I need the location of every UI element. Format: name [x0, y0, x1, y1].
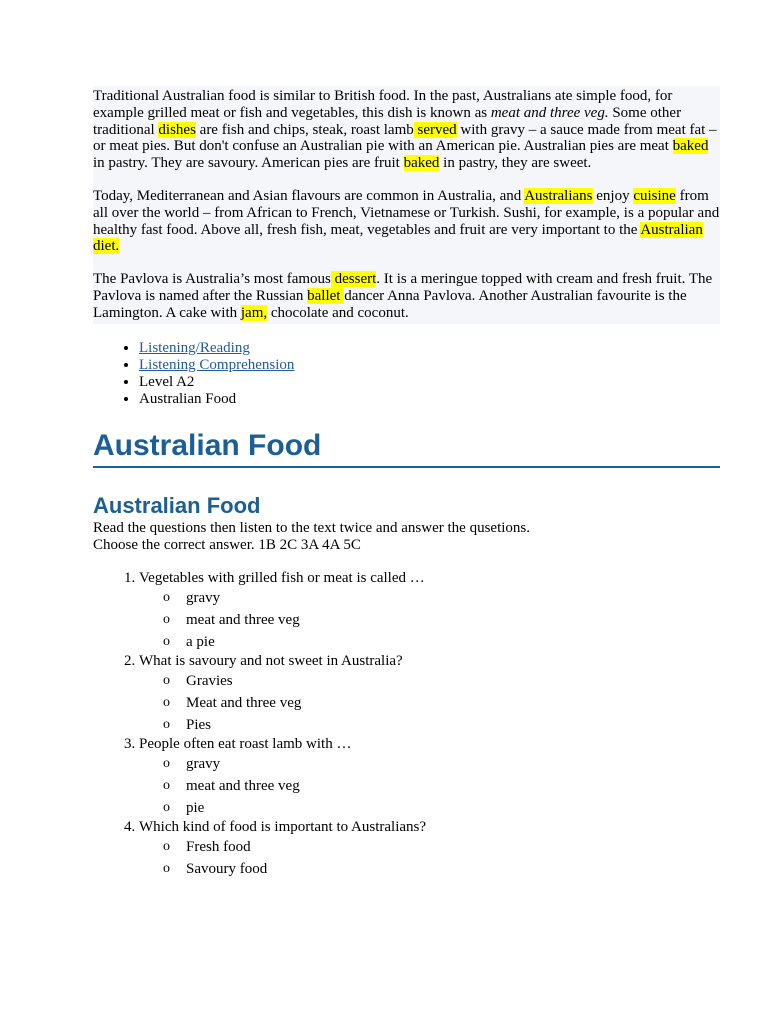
highlighted-word: jam,	[240, 304, 268, 321]
answer-option[interactable]: o meat and three veg	[163, 609, 720, 631]
option-list	[139, 670, 720, 736]
text-run: Traditional Australian food is similar to British food. In the past, Australians ate simple food, for example grilled meat or fish and vegetables, this dish is known as	[93, 88, 673, 121]
answer-option[interactable]: o Meat and three veg	[163, 692, 720, 714]
question-item	[139, 736, 720, 819]
highlighted-word: ballet	[307, 287, 345, 304]
answer-option[interactable]: o Pies	[163, 714, 720, 736]
passage-paragraph-1	[93, 88, 720, 172]
text-run: The Pavlova is Australia’s most famous	[93, 271, 331, 288]
emphasis-text: meat and three veg.	[490, 104, 609, 121]
listening-comprehension-link[interactable]: Listening Comprehension	[139, 356, 295, 373]
tag-item-topic: • Australian Food	[139, 391, 720, 408]
instructions-text: Read the questions then listen to the text twice and answer the qusetions.	[93, 519, 530, 536]
question-item	[139, 819, 720, 880]
question-text: Which kind of food is important to Australians?	[139, 818, 427, 835]
text-run: chocolate and coconut.	[267, 304, 409, 321]
answer-option[interactable]: o Fresh food	[163, 836, 720, 858]
question-list	[93, 570, 720, 880]
passage-paragraph-2	[93, 188, 720, 255]
text-run: in pastry. They are savoury. American pies are fruit	[93, 155, 404, 172]
text-run: Today, Mediterranean and Asian flavours are common in Australia, and	[93, 187, 525, 204]
answer-option[interactable]: o Savoury food	[163, 858, 720, 880]
answer-option[interactable]: o meat and three veg	[163, 775, 720, 797]
question-text: What is savoury and not sweet in Australia?	[139, 652, 403, 669]
text-run: in pastry, they are sweet.	[439, 155, 592, 172]
question-item	[139, 653, 720, 736]
text-run: dancer Anna Pavlova. Another Australian favourite is the Lamington. A cake with	[93, 287, 687, 321]
highlighted-word: dessert	[330, 271, 377, 288]
option-list	[139, 753, 720, 819]
answer-option[interactable]: o pie	[163, 797, 720, 819]
question-text: People often eat roast lamb with …	[139, 735, 352, 752]
text-run: from all over the world – from African to French, Vietnamese or Turkish. Sushi, for example, is a popular and healthy fast food. Above all, fresh fish, meat, vegetables and fruit are very important to the	[93, 187, 720, 238]
highlighted-word: Australians	[524, 187, 593, 204]
text-run: Some other traditional	[93, 104, 682, 138]
answer-option[interactable]: o Gravies	[163, 670, 720, 692]
tag-item[interactable]	[139, 357, 720, 374]
document-page	[93, 86, 720, 880]
highlighted-word: served	[413, 121, 457, 138]
tag-list	[93, 340, 720, 408]
question-item	[139, 570, 720, 653]
highlighted-word: dishes	[158, 121, 196, 138]
passage-paragraph-3	[93, 271, 720, 321]
text-run: with gravy – a sauce made from meat fat – or meat pies. But don't confuse an Australian pie with an American pie. Australian pies are meat	[93, 121, 717, 155]
tag-item[interactable]	[139, 340, 720, 357]
answer-option[interactable]: o a pie	[163, 631, 720, 653]
highlighted-word: baked	[403, 155, 440, 172]
answer-option[interactable]: o gravy	[163, 753, 720, 775]
section-heading: Australian Food	[93, 492, 261, 518]
highlighted-word: cuisine	[633, 187, 676, 204]
tag-item-level: • Level A2	[139, 374, 720, 391]
listening-reading-link[interactable]: Listening/Reading	[139, 339, 250, 356]
reading-passage	[93, 86, 720, 324]
text-run: are fish and chips, steak, roast lamb	[195, 121, 414, 138]
page-title: Australian Food	[93, 428, 720, 468]
option-list	[139, 587, 720, 653]
highlighted-word: baked	[672, 138, 709, 155]
question-text: Vegetables with grilled fish or meat is called …	[139, 569, 425, 586]
text-run: . It is a meringue topped with cream and fresh fruit. The Pavlova is named after the Russian	[93, 271, 713, 304]
highlighted-word: Australian diet.	[93, 221, 703, 255]
option-list	[139, 836, 720, 880]
text-run: enjoy	[592, 187, 634, 204]
answer-key-text: Choose the correct answer. 1B 2C 3A 4A 5C	[93, 536, 361, 553]
answer-option[interactable]: o gravy	[163, 587, 720, 609]
